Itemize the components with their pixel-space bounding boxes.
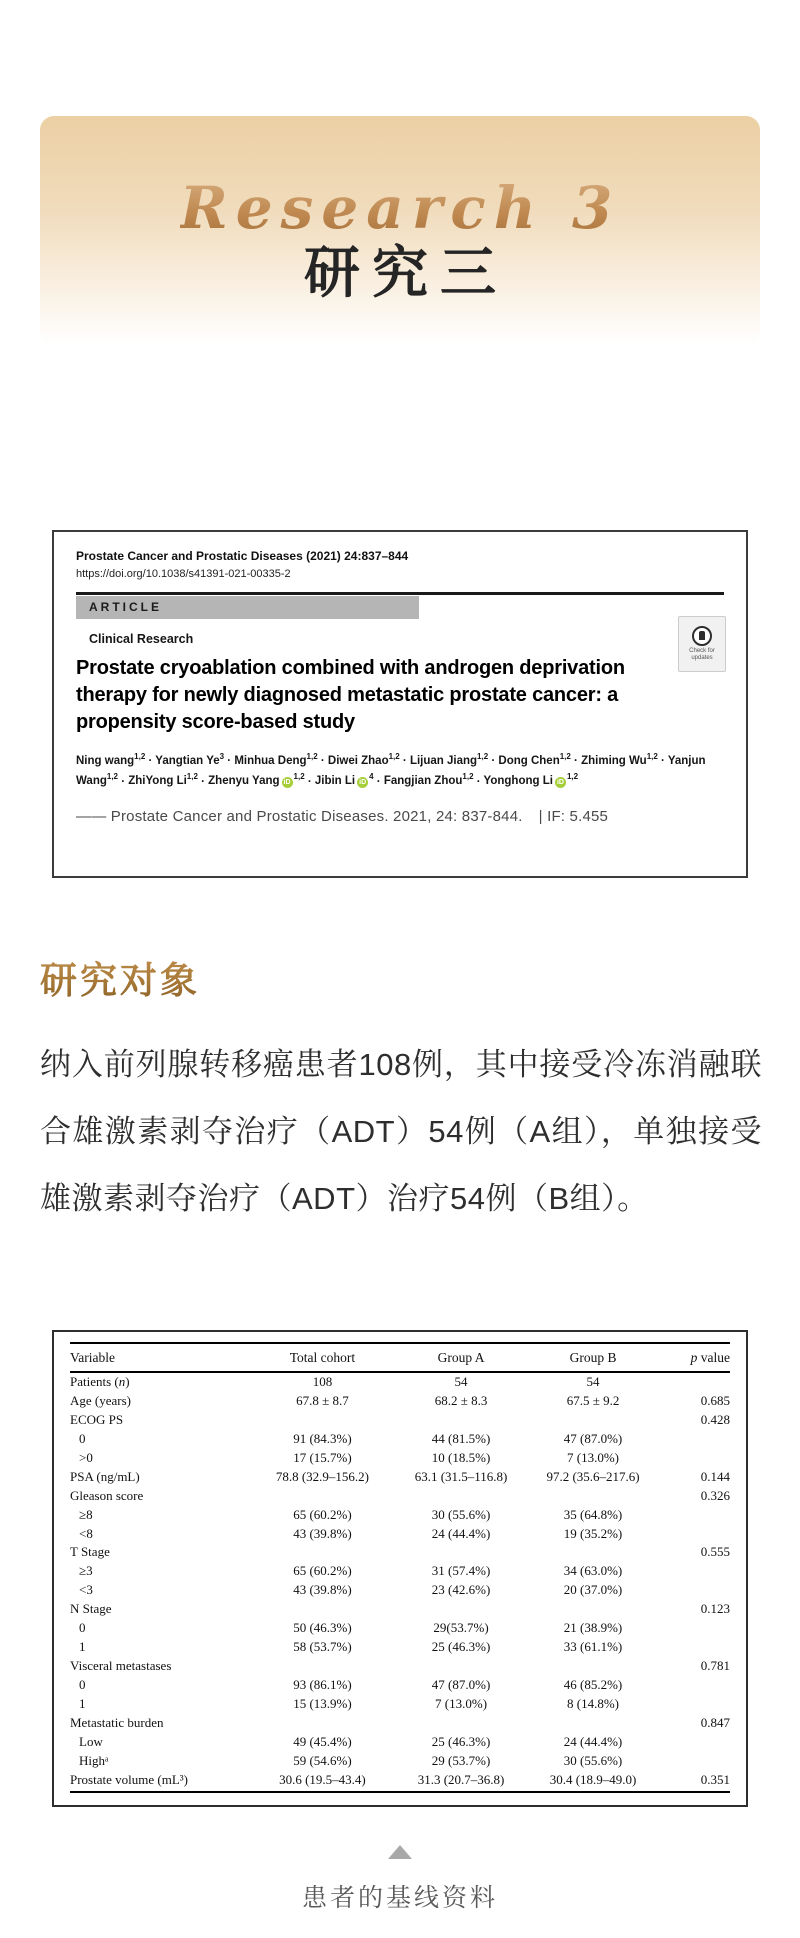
variable-cell: 0 bbox=[79, 1676, 86, 1692]
value-cell bbox=[248, 1714, 397, 1733]
orcid-icon: iD bbox=[556, 779, 564, 787]
badge-line2: updates bbox=[691, 655, 713, 661]
impact-factor: | IF: 5.455 bbox=[538, 808, 609, 826]
value-cell: 0.144 bbox=[700, 1468, 730, 1484]
value-cell bbox=[661, 1751, 730, 1770]
column-header: p value bbox=[661, 1343, 730, 1372]
baseline-table-body bbox=[70, 1372, 730, 1792]
value-cell: 59 (54.6%) bbox=[293, 1752, 352, 1768]
value-cell bbox=[661, 1524, 730, 1543]
table-caption: 患者的基线资料 bbox=[301, 1884, 498, 1912]
value-cell: 0.123 bbox=[700, 1601, 730, 1617]
value-cell bbox=[397, 1411, 526, 1430]
value-cell: 19 (35.2%) bbox=[563, 1525, 623, 1541]
value-cell: 65 (60.2%) bbox=[293, 1563, 352, 1579]
column-header: Group A bbox=[397, 1343, 526, 1372]
value-cell: 24 (44.4%) bbox=[563, 1733, 623, 1749]
value-cell bbox=[248, 1487, 397, 1506]
value-cell bbox=[397, 1487, 526, 1506]
table-row bbox=[70, 1372, 730, 1392]
value-cell: 30 (55.6%) bbox=[563, 1752, 623, 1768]
collapse-arrow[interactable] bbox=[0, 1845, 800, 1859]
table-row bbox=[70, 1676, 730, 1695]
author: Diwei Zhao$^{1,2}$ bbox=[327, 751, 400, 767]
variable-cell: 0 bbox=[79, 1620, 86, 1636]
value-cell: 15 (13.9%) bbox=[293, 1695, 352, 1711]
value-cell bbox=[248, 1543, 397, 1562]
value-cell bbox=[661, 1638, 730, 1657]
author: Zhiming Wu$^{1,2}$ bbox=[581, 751, 658, 767]
research-chinese-title: 研究三 bbox=[304, 239, 508, 306]
check-for-updates-badge[interactable] bbox=[678, 616, 726, 672]
value-cell bbox=[248, 1600, 397, 1619]
variable-cell: ≥8 bbox=[79, 1506, 93, 1522]
table-row bbox=[70, 1468, 730, 1487]
value-cell bbox=[248, 1411, 397, 1430]
variable-cell: PSA (ng/mL) bbox=[70, 1468, 140, 1484]
value-cell: 93 (86.1%) bbox=[293, 1676, 352, 1692]
baseline-table-head-row bbox=[70, 1343, 730, 1372]
value-cell bbox=[661, 1430, 730, 1449]
badge-line1: Check for bbox=[689, 647, 715, 654]
value-cell bbox=[525, 1714, 660, 1733]
variable-cell: Metastatic burden bbox=[70, 1714, 164, 1730]
table-row bbox=[70, 1411, 730, 1430]
table-row bbox=[70, 1505, 730, 1524]
variable-cell: <8 bbox=[79, 1525, 93, 1541]
value-cell: 34 (63.0%) bbox=[563, 1563, 623, 1579]
up-triangle-icon bbox=[388, 1845, 412, 1859]
value-cell: 67.8 ± 8.7 bbox=[296, 1393, 349, 1409]
value-cell bbox=[525, 1411, 660, 1430]
variable-cell: Highᵃ bbox=[79, 1752, 109, 1768]
value-cell bbox=[661, 1562, 730, 1581]
value-cell: 47 (87.0%) bbox=[563, 1430, 623, 1446]
variable-cell: >0 bbox=[79, 1449, 93, 1465]
value-cell: 29(53.7%) bbox=[433, 1620, 489, 1636]
variable-cell: <3 bbox=[79, 1582, 93, 1598]
value-cell bbox=[397, 1657, 526, 1676]
article-type-bar: ARTICLE bbox=[76, 596, 419, 619]
author: Yonghong Li iD$^{1,2}$ bbox=[483, 772, 579, 788]
value-cell: 0.555 bbox=[700, 1544, 730, 1560]
value-cell: 43 (39.8%) bbox=[293, 1582, 352, 1598]
value-cell: 20 (37.0%) bbox=[563, 1582, 623, 1598]
check-updates-icon bbox=[692, 626, 712, 646]
value-cell: 17 (15.7%) bbox=[293, 1449, 352, 1465]
header-banner bbox=[40, 116, 760, 345]
value-cell: 44 (81.5%) bbox=[431, 1430, 491, 1446]
value-cell bbox=[661, 1505, 730, 1524]
value-cell: 31 (57.4%) bbox=[431, 1563, 491, 1579]
value-cell bbox=[661, 1676, 730, 1695]
value-cell: 0.685 bbox=[700, 1393, 730, 1409]
value-cell bbox=[661, 1372, 730, 1392]
value-cell: 43 (39.8%) bbox=[293, 1525, 352, 1541]
variable-cell: T Stage bbox=[70, 1544, 110, 1560]
table-row bbox=[70, 1392, 730, 1411]
baseline-table bbox=[70, 1342, 730, 1793]
table-row bbox=[70, 1430, 730, 1449]
value-cell: 67.5 ± 9.2 bbox=[566, 1393, 620, 1409]
baseline-table-card bbox=[52, 1330, 748, 1807]
value-cell: 68.2 ± 8.3 bbox=[434, 1393, 488, 1409]
variable-cell: ≥3 bbox=[79, 1563, 93, 1579]
author: Zhenyu Yang iD$^{1,2}$ bbox=[208, 772, 305, 788]
value-cell: 30 (55.6%) bbox=[431, 1506, 491, 1522]
value-cell bbox=[661, 1449, 730, 1468]
value-cell: 47 (87.0%) bbox=[431, 1676, 491, 1692]
variable-cell: 0 bbox=[79, 1430, 86, 1446]
value-cell: 31.3 (20.7–36.8) bbox=[397, 1770, 526, 1792]
value-cell: 78.8 (32.9–156.2) bbox=[275, 1468, 370, 1484]
value-cell bbox=[661, 1619, 730, 1638]
value-cell: 108 bbox=[312, 1374, 333, 1390]
value-cell bbox=[248, 1657, 397, 1676]
value-cell bbox=[397, 1600, 526, 1619]
value-cell: 63.1 (31.5–116.8) bbox=[414, 1468, 508, 1484]
value-cell: 58 (53.7%) bbox=[293, 1639, 352, 1655]
author: Jibin Li $iD^4$ bbox=[314, 772, 374, 788]
table-row bbox=[70, 1619, 730, 1638]
value-cell: 24 (44.4%) bbox=[431, 1525, 491, 1541]
value-cell: 8 (14.8%) bbox=[567, 1695, 620, 1711]
paper-card bbox=[52, 530, 748, 878]
author: ZhiYong Li$^{1,2}$ bbox=[128, 772, 198, 788]
study-subjects-paragraph: 纳入前列腺转移癌患者108例，其中接受冷冻消融联合雄激素剥夺治疗（ADT）54例（A组），单独接受雄激素剥夺治疗（ADT）治疗54例（B组）。 bbox=[40, 1047, 762, 1216]
author: Lijuan Jiang$^{1,2}$ bbox=[409, 751, 489, 767]
value-cell: 7 (13.0%) bbox=[567, 1449, 620, 1465]
table-row bbox=[70, 1562, 730, 1581]
author: Fangjian Zhou$^{1,2}$ bbox=[383, 772, 474, 788]
orcid-icon: iD bbox=[283, 779, 291, 787]
table-row bbox=[70, 1524, 730, 1543]
author: Dong Chen$^{1,2}$ bbox=[498, 751, 571, 767]
table-row bbox=[70, 1733, 730, 1752]
value-cell bbox=[661, 1733, 730, 1752]
table-row bbox=[70, 1695, 730, 1714]
value-cell: 54 bbox=[586, 1374, 600, 1390]
variable-cell: ECOG PS bbox=[70, 1412, 124, 1428]
value-cell: 0.351 bbox=[661, 1770, 730, 1792]
table-row bbox=[70, 1487, 730, 1506]
value-cell: 30.4 (18.9–49.0) bbox=[525, 1770, 660, 1792]
value-cell: 30.6 (19.5–43.4) bbox=[248, 1770, 397, 1792]
value-cell: 50 (46.3%) bbox=[293, 1620, 352, 1636]
author: Yangtian Ye$^3$ bbox=[155, 751, 225, 767]
value-cell bbox=[397, 1543, 526, 1562]
variable-cell: Patients (n) bbox=[70, 1374, 130, 1390]
value-cell: 33 (61.1%) bbox=[563, 1639, 623, 1655]
citation-line bbox=[76, 808, 724, 825]
table-row bbox=[70, 1581, 730, 1600]
doi-link[interactable]: https://doi.org/10.1038/s41391-021-00335-2 bbox=[76, 568, 291, 581]
value-cell: 97.2 (35.6–217.6) bbox=[546, 1468, 640, 1484]
value-cell: 91 (84.3%) bbox=[293, 1430, 352, 1446]
value-cell: 23 (42.6%) bbox=[431, 1582, 491, 1598]
value-cell: 0.847 bbox=[700, 1714, 730, 1730]
value-cell: 25 (46.3%) bbox=[431, 1639, 491, 1655]
value-cell: 7 (13.0%) bbox=[435, 1695, 488, 1711]
value-cell: 29 (53.7%) bbox=[431, 1752, 491, 1768]
variable-cell: Low bbox=[79, 1733, 103, 1749]
value-cell: 54 bbox=[454, 1374, 468, 1390]
research-number-title: Research 3 bbox=[179, 174, 621, 242]
value-cell bbox=[525, 1487, 660, 1506]
author: Yanjun Wang$^{1,2}$ bbox=[76, 754, 706, 788]
variable-cell: N Stage bbox=[70, 1601, 112, 1617]
orcid-icon: iD bbox=[359, 779, 367, 787]
value-cell bbox=[397, 1714, 526, 1733]
column-header: Group B bbox=[525, 1343, 660, 1372]
value-cell bbox=[525, 1600, 660, 1619]
value-cell: 25 (46.3%) bbox=[431, 1733, 491, 1749]
value-cell: 0.428 bbox=[700, 1412, 730, 1428]
author-list: Ning wang$^{1,2}$ · Yangtian $Ye^3$ · Minhua Deng$^{1,2}$ · Diwei Zhao$^{1,2}$ · Lijuan Jiang$^{1,2}$ · Dong Chen$^{1,2}$ · Zhiming Wu$^{1,2}$ · Yanjun Wang$^{1,2}$ · ZhiYong Li$^{1,2}$ · Zhenyu Yang iD$^{1,2}$ · Jibin Li $iD^4$ · Fangjian Zhou$^{1,2}$ · Yonghong Li iD$^{1,2}$ bbox=[76, 751, 706, 788]
table-row bbox=[70, 1600, 730, 1619]
value-cell: 65 (60.2%) bbox=[293, 1506, 352, 1522]
value-cell: 46 (85.2%) bbox=[563, 1676, 623, 1692]
value-cell: 21 (38.9%) bbox=[563, 1620, 623, 1636]
value-cell: 49 (45.4%) bbox=[293, 1733, 352, 1749]
table-row bbox=[70, 1751, 730, 1770]
author: Minhua Deng$^{1,2}$ bbox=[234, 751, 318, 767]
paper-title: Prostate cryoablation combined with androgen deprivation therapy for newly diagnosed metastatic prostate cancer: a propensity score-based study bbox=[76, 656, 625, 733]
section-title: 研究对象 bbox=[40, 950, 200, 1004]
value-cell: 10 (18.5%) bbox=[431, 1449, 491, 1465]
value-cell: 0.326 bbox=[700, 1487, 730, 1503]
table-row bbox=[70, 1638, 730, 1657]
variable-cell: Visceral metastases bbox=[70, 1658, 172, 1674]
variable-cell: 1 bbox=[79, 1639, 86, 1655]
variable-cell: Gleason score bbox=[70, 1487, 144, 1503]
table-row bbox=[70, 1714, 730, 1733]
variable-cell: Age (years) bbox=[70, 1393, 131, 1409]
table-row bbox=[70, 1449, 730, 1468]
value-cell bbox=[661, 1581, 730, 1600]
variable-cell: Prostate volume (mL³) bbox=[70, 1770, 248, 1792]
value-cell: 0.781 bbox=[700, 1658, 730, 1674]
value-cell bbox=[661, 1695, 730, 1714]
citation-text: —— Prostate Cancer and Prostatic Diseases. 2021, 24: 837-844. bbox=[76, 808, 523, 826]
column-header: Total cohort bbox=[248, 1343, 397, 1372]
column-header: Variable bbox=[70, 1343, 248, 1372]
value-cell bbox=[525, 1657, 660, 1676]
header-rule bbox=[76, 592, 724, 595]
journal-header-line: Prostate Cancer and Prostatic Diseases (2021) 24:837–844 bbox=[76, 549, 409, 563]
table-row bbox=[70, 1657, 730, 1676]
author: Ning wang$^{1,2}$ bbox=[76, 751, 146, 767]
table-row bbox=[70, 1543, 730, 1562]
article-category: Clinical Research bbox=[89, 631, 194, 646]
value-cell bbox=[525, 1543, 660, 1562]
variable-cell: 1 bbox=[79, 1695, 86, 1711]
value-cell: 35 (64.8%) bbox=[563, 1506, 623, 1522]
table-row bbox=[70, 1770, 730, 1792]
